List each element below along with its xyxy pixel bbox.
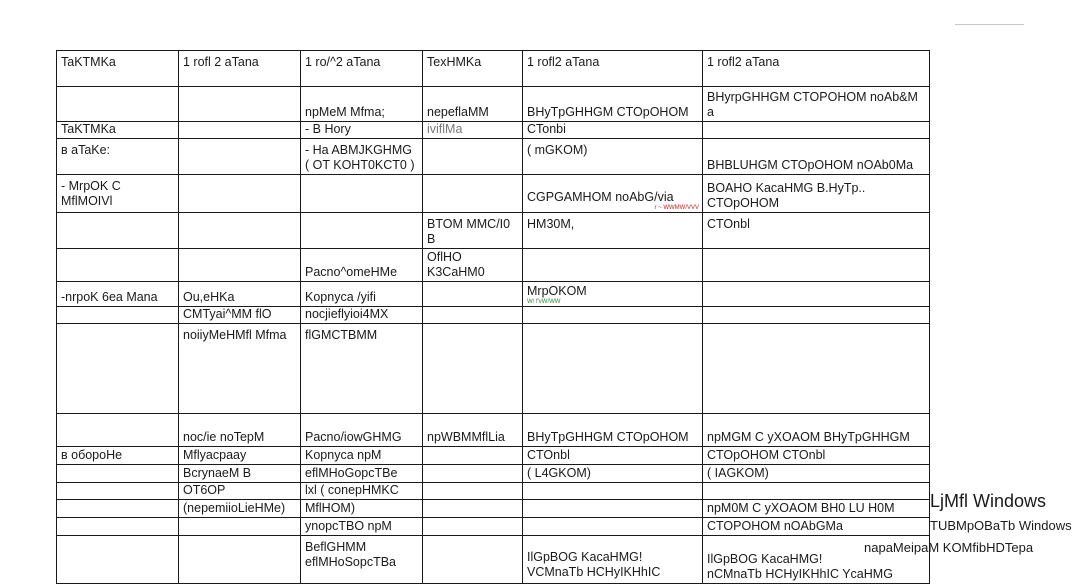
table-row <box>57 536 930 584</box>
table-cell <box>57 518 179 536</box>
table-cell <box>179 175 301 213</box>
table-cell <box>57 213 179 249</box>
table-cell: - Ha ABMJKGHMG ( OT KOHT0KCT0 ) <box>301 139 423 175</box>
table-cell: (nepemiioLieHMe) <box>179 500 301 518</box>
table-cell <box>523 249 703 282</box>
side-text-line-1: LjMfl Windows <box>930 491 1047 511</box>
table-cell: BHyrpGHHGM CTOPOHOM noAb&M a <box>703 87 930 122</box>
table-cell: CTOnbl <box>523 447 703 465</box>
table-row <box>57 307 930 324</box>
table-cell: BOAHO KacaHMG B.HyTp.. CTOpOHOM <box>703 175 930 213</box>
table-row <box>57 175 930 213</box>
table-row <box>57 213 930 249</box>
table-cell <box>57 500 179 518</box>
table-cell: ( L4GKOM) <box>523 465 703 483</box>
table-cell <box>703 249 930 282</box>
table-cell: -nrpoK 6ea Mana <box>57 282 179 307</box>
table-cell: IlGpBOG KacaHMG! nCMnaTb HCHyIKHhIC YcaHMG <box>703 536 930 584</box>
side-text-line-3: napaMeipaM KOMfibHDTepa <box>864 540 1034 555</box>
table-cell <box>423 483 523 500</box>
table-cell: Pacno/iowGHMG <box>301 414 423 447</box>
table-cell: CTonbi <box>523 122 703 139</box>
table-cell <box>57 465 179 483</box>
table-cell: OflHO K3CaHM0 <box>423 249 523 282</box>
table-cell <box>523 483 703 500</box>
table-cell <box>523 282 703 307</box>
table-cell <box>523 175 703 213</box>
table-cell: BHyTpGHHGM CTOpOHOM <box>523 87 703 122</box>
table-cell <box>179 139 301 175</box>
table-cell: nocjieflyioi4MX <box>301 307 423 324</box>
table-cell: eflMHoGopcTBe <box>301 465 423 483</box>
table-cell: BHBLUHGM CTOpOHOM nOAb0Ma <box>703 139 930 175</box>
table-cell <box>57 87 179 122</box>
table-row <box>57 282 930 307</box>
table-row <box>57 324 930 414</box>
table-cell <box>57 483 179 500</box>
cell-text: CGPGAMHOM noAbG/via <box>527 190 674 204</box>
table-row <box>57 500 930 518</box>
table-row <box>57 518 930 536</box>
table-cell <box>179 122 301 139</box>
table-cell <box>179 213 301 249</box>
table-cell: BeflGHMM eflMHoSopcTBa <box>301 536 423 584</box>
table-cell: npWBMMflLia <box>423 414 523 447</box>
table-cell: noc/ie noTepM <box>179 414 301 447</box>
table-cell: OT6OP <box>179 483 301 500</box>
table-cell: Ou,eHKa <box>179 282 301 307</box>
table-row <box>57 414 930 447</box>
table-cell: ( mGKOM) <box>523 139 703 175</box>
table-cell: BTOM MMC/I0 B <box>423 213 523 249</box>
header-cell: TexHMKa <box>423 51 523 87</box>
table-cell <box>523 500 703 518</box>
table-header-row <box>57 51 930 87</box>
cell-text: MrpOKOM <box>527 284 587 298</box>
table-cell: Kopnyca npM <box>301 447 423 465</box>
table-cell: CTOpOHOM CTOnbl <box>703 447 930 465</box>
table-cell <box>423 282 523 307</box>
table-cell: Pacno^omeHMe <box>301 249 423 282</box>
table-cell <box>423 447 523 465</box>
side-text-line-2: TUBMpOBaTb Windows <box>930 518 1072 533</box>
table-cell: - B Hory <box>301 122 423 139</box>
table-cell <box>179 249 301 282</box>
table-cell <box>301 213 423 249</box>
table-cell: npMGM C yXOAOM BHyTpGHHGM <box>703 414 930 447</box>
top-divider-line <box>955 24 1024 25</box>
table-cell: CTOnbl <box>703 213 930 249</box>
table-cell: MflHOM) <box>301 500 423 518</box>
table-cell: - MrpOK C MflMOIVl <box>57 175 179 213</box>
table-row <box>57 87 930 122</box>
table-cell: TaKTMKa <box>57 122 179 139</box>
table-cell: noiiyMeHMfl Mfma <box>179 324 301 414</box>
document-table <box>56 50 930 584</box>
table-cell <box>423 307 523 324</box>
table-cell: CMTyai^MM flO <box>179 307 301 324</box>
table-cell <box>423 518 523 536</box>
table-cell <box>301 175 423 213</box>
header-cell: 1 rofl 2 aTana <box>179 51 301 87</box>
table-cell <box>423 536 523 584</box>
table-cell <box>423 465 523 483</box>
table-cell: в обороНе <box>57 447 179 465</box>
table-cell: iviflMa <box>423 122 523 139</box>
table-row <box>57 139 930 175</box>
table-cell: в aTaKe: <box>57 139 179 175</box>
table-cell: BcrynaeM B <box>179 465 301 483</box>
table-cell <box>703 324 930 414</box>
table-cell <box>703 483 930 500</box>
table-cell: Kopnyca /yifi <box>301 282 423 307</box>
table-cell <box>523 324 703 414</box>
table-cell: BHyTpGHHGM CTOpOHOM <box>523 414 703 447</box>
table-cell <box>57 249 179 282</box>
header-cell: 1 ro/^2 aTana <box>301 51 423 87</box>
table-cell: npM0M C yXOAOM BH0 LU H0M <box>703 500 930 518</box>
table-cell <box>423 500 523 518</box>
table-row <box>57 465 930 483</box>
table-row <box>57 249 930 282</box>
table-cell <box>423 139 523 175</box>
table-cell: Mflyacpaay <box>179 447 301 465</box>
table-row <box>57 447 930 465</box>
table-cell <box>523 518 703 536</box>
table-cell: nepeflaMM <box>423 87 523 122</box>
table-cell <box>423 175 523 213</box>
table-cell: CTOPOHOM nOAbGMa <box>703 518 930 536</box>
table-cell <box>703 282 930 307</box>
red-annotation: r ~ WWMW/VVV <box>654 205 699 211</box>
table-cell: npMeM Mfma; <box>301 87 423 122</box>
table-cell <box>57 414 179 447</box>
table-cell <box>57 324 179 414</box>
table-cell: ynopcTBO npM <box>301 518 423 536</box>
table-cell: ( IAGKOM) <box>703 465 930 483</box>
table-cell: IlGpBOG KacaHMG! VCMnaTb HCHyIKHhIC <box>523 536 703 584</box>
table-cell: lxl ( conepHMKC <box>301 483 423 500</box>
table-cell: flGMCTBMM <box>301 324 423 414</box>
table-row <box>57 122 930 139</box>
table-cell <box>703 307 930 324</box>
header-cell: 1 rofl2 aTana <box>703 51 930 87</box>
table-cell <box>179 87 301 122</box>
table-cell <box>703 122 930 139</box>
table-cell: HM30M, <box>523 213 703 249</box>
table-cell <box>179 518 301 536</box>
table-cell <box>57 307 179 324</box>
table-cell <box>423 324 523 414</box>
table-cell <box>179 536 301 584</box>
header-cell: TaKTMKa <box>57 51 179 87</box>
header-cell: 1 rofl2 aTana <box>523 51 703 87</box>
table-cell <box>57 536 179 584</box>
table-row <box>57 483 930 500</box>
green-annotation: W/ f'vW/WW <box>527 299 561 305</box>
table-cell <box>523 307 703 324</box>
